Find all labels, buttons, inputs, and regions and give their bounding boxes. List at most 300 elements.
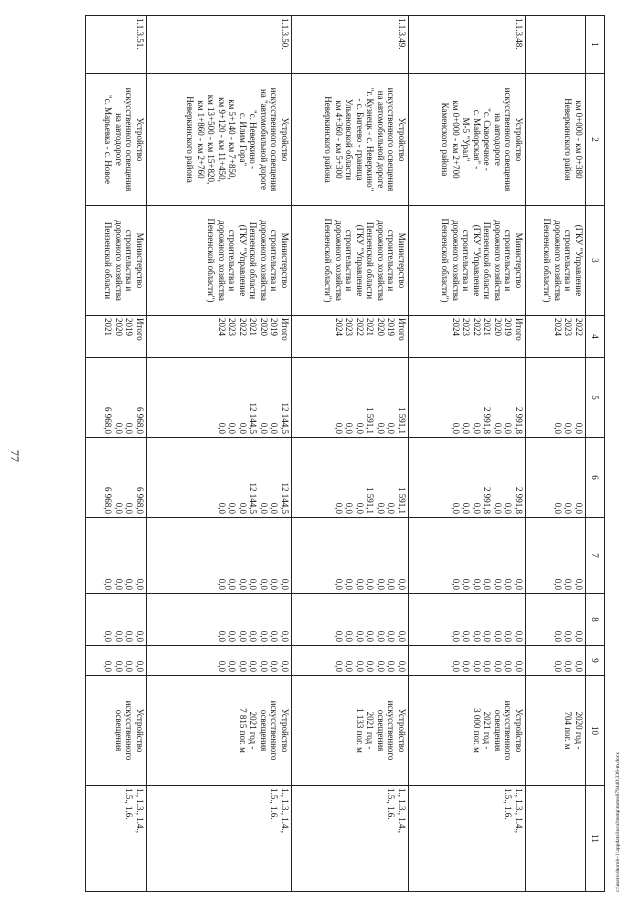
funding-value: 0,0 [258,502,269,514]
funding-value: 0,0 [492,578,503,590]
funding-value: 0,0 [227,578,238,590]
funding-c5 [525,358,585,438]
funding-value: 0,0 [248,630,259,642]
executor-line: (ГКУ "Управление [354,224,365,297]
executor-line: Пензенской области") [206,218,217,303]
executor-line: Министерство [279,232,290,289]
funding-value: 0,0 [471,422,482,434]
measure-name-line: на автодороге [492,113,503,166]
funding-value: 0,0 [248,578,259,590]
measure-name-line: искусственного освещения [124,87,135,192]
year-value: Итого [279,318,290,341]
funding-value: 0,0 [227,660,238,672]
row-number: 1.1.3.51. [86,16,147,74]
executor-line: строительства и [563,229,574,292]
funding-value: 2 991,8 [482,407,493,434]
funding-value: 0,0 [124,422,135,434]
funding-c7 [408,518,525,594]
table-row [146,16,291,892]
funding-value: 0,0 [375,660,386,672]
measure-name-line: "с. Неверкино - [248,109,259,170]
indicator-links [146,786,291,892]
year-value: 2022 [237,318,248,336]
column-header-2: 2 [586,74,605,206]
funding-c5 [408,358,525,438]
funding-value: 0,0 [386,630,397,642]
column-header-11: 11 [586,786,605,892]
expected-result-line: Устройство [279,708,290,753]
table-body [86,16,586,892]
funding-value: 0,0 [461,660,472,672]
funding-value: 0,0 [333,578,344,590]
year-value: 2024 [216,318,227,336]
executor-line: Пензенской области") [542,218,553,303]
funding-c8 [525,594,585,646]
funding-value: 0,0 [574,660,584,672]
row-number: 1.1.3.49. [291,16,408,74]
funding-value: 0,0 [333,422,344,434]
year-value: 2021 [365,318,376,336]
measure-name-line: Устройство [513,117,524,162]
executor-line: дорожного хозяйства [113,220,124,301]
year-value: 2021 [482,318,493,336]
funding-value: 0,0 [134,630,145,642]
funding-value: 0,0 [113,502,124,514]
executor [291,206,408,316]
funding-value: 0,0 [503,502,514,514]
funding-value: 0,0 [344,502,355,514]
table-row [525,16,585,892]
funding-value: 0,0 [503,630,514,642]
funding-value: 0,0 [333,660,344,672]
funding-value: 0,0 [450,502,461,514]
expected-result-line: Устройство [513,708,524,753]
indicator-links [525,786,585,892]
year-value: 2021 [103,318,114,336]
executor-line: дорожного хозяйства [216,220,227,301]
executor-line: Пензенской области [248,221,259,300]
funding-value: 0,0 [513,630,524,642]
funding-c7 [291,518,408,594]
expected-result [525,676,585,786]
funding-c8 [86,594,147,646]
funding-value: 2 991,8 [513,407,524,434]
funding-value: 0,0 [396,630,407,642]
expected-result-line: 7 815 пог. м [237,708,248,753]
funding-value: 0,0 [237,422,248,434]
executor-line: дорожного хозяйства [375,220,386,301]
funding-c7 [525,518,585,594]
measure-name-line: Каменского района [440,102,451,177]
funding-value: 0,0 [344,422,355,434]
funding-value: 0,0 [386,502,397,514]
executor-line: Пензенской области [365,221,376,300]
funding-value: 0,0 [553,660,563,672]
indicator-link-line: 1.5., 1.6. [386,788,397,820]
year-value: 2022 [471,318,482,336]
funding-c6 [291,438,408,518]
year-value: 2024 [553,318,563,336]
expected-result-line: Устройство [396,708,407,753]
row-number: 1.1.3.50. [146,16,291,74]
funding-value: 6 968,0 [134,487,145,514]
funding-value: 0,0 [386,422,397,434]
funding-value: 0,0 [258,422,269,434]
funding-value: 0,0 [216,422,227,434]
header-row [586,16,605,892]
funding-value: 0,0 [386,578,397,590]
funding-c9 [525,646,585,676]
executor-line: Министерство [513,232,524,289]
indicator-links [86,786,147,892]
executor-line: строительства и [124,229,135,292]
expected-result-line: Устройство [134,708,145,753]
rotated-table-container [85,15,605,891]
funding-value: 0,0 [563,630,574,642]
executor-line: дорожного хозяйства [450,220,461,301]
measure-name-line: на автомобильной дороге [375,90,386,189]
measure-name-line: км 0+000 - км 2+700 [450,100,461,179]
column-header-1: 1 [586,16,605,74]
year-value: 2023 [344,318,355,336]
measure-name-line: км 13+500 - км 15+820, [206,94,217,185]
measure-name-line: Устройство [396,117,407,162]
funding-value: 0,0 [237,660,248,672]
funding-value: 0,0 [365,660,376,672]
column-header-7: 7 [586,518,605,594]
column-header-5: 5 [586,358,605,438]
table-row [408,16,525,892]
executor-line: Министерство [396,232,407,289]
funding-c8 [291,594,408,646]
expected-result [146,676,291,786]
funding-c9 [86,646,147,676]
funding-value: 0,0 [269,422,280,434]
funding-c9 [146,646,291,676]
funding-value: 0,0 [103,660,114,672]
funding-value: 0,0 [227,422,238,434]
funding-value: 0,0 [258,578,269,590]
funding-value: 0,0 [471,660,482,672]
funding-value: 6 968,0 [103,407,114,434]
expected-result-line: освещения [113,709,124,752]
expected-result [408,676,525,786]
executor-line: Пензенской области") [323,218,334,303]
executor [408,206,525,316]
measure-name-line: Устройство [279,117,290,162]
funding-value: 0,0 [216,660,227,672]
funding-value: 0,0 [134,660,145,672]
measure-name-line: на автодороге [113,113,124,166]
funding-value: 0,0 [269,578,280,590]
column-header-9: 9 [586,646,605,676]
funding-value: 0,0 [553,578,563,590]
funding-value: 12 144,5 [248,402,259,434]
funding-c6 [146,438,291,518]
funding-value: 0,0 [333,630,344,642]
year-value: 2022 [354,318,365,336]
executor-line: (ГКУ "Управление [237,224,248,297]
funding-value: 1 591,1 [365,407,376,434]
measure-name-line: Неверкинского района [323,96,334,183]
funding-value: 12 144,5 [279,402,290,434]
expected-result-line: 2021 год - [365,711,376,750]
expected-result-line: 1 133 пог. м [354,708,365,753]
measure-name-line: искусственного освещения [386,87,397,192]
measure-name-line: Неверкинского района [185,96,196,183]
funding-value: 0,0 [258,660,269,672]
executor-line: строительства и [344,229,355,292]
funding-value: 0,0 [461,630,472,642]
years [291,316,408,358]
indicator-link-line: 1., 1.3., 1.4., [396,788,407,833]
measure-name-line: "г. Кузнецк - с. Неверкино" [365,87,376,192]
funding-value: 0,0 [279,660,290,672]
funding-value: 0,0 [574,422,584,434]
measure-name-line: км 4+360 - км 5+300 [333,100,344,179]
indicator-link-line: 1.5., 1.6. [503,788,514,820]
row-number [525,16,585,74]
measure-name-line: на "автомобильной дороге [258,88,269,191]
measure-name-line: искусственного освещения [269,87,280,192]
measure-name-line: с. Майорская" - [471,109,482,170]
funding-value: 0,0 [333,502,344,514]
expected-result [86,676,147,786]
measure-name [408,74,525,206]
funding-value: 0,0 [113,422,124,434]
measure-name-line: Ульяновской области [344,98,355,181]
funding-c6 [525,438,585,518]
executor [525,206,585,316]
year-value: 2019 [503,318,514,336]
funding-value: 0,0 [482,578,493,590]
funding-value: 0,0 [450,422,461,434]
executor [86,206,147,316]
funding-value: 0,0 [344,630,355,642]
expected-result-line: 2020 год - [574,711,584,750]
measure-name-line: М-5 "Урал" [461,117,472,162]
table-row [291,16,408,892]
funding-value: 0,0 [375,502,386,514]
funding-value: 0,0 [216,578,227,590]
funding-value: 0,0 [124,578,135,590]
expected-result-line: искусственного [269,700,280,761]
years [408,316,525,358]
expected-result-line: освещения [375,709,386,752]
executor-line: дорожного хозяйства [553,220,563,301]
funding-value: 0,0 [503,660,514,672]
funding-c6 [408,438,525,518]
funding-value: 0,0 [492,502,503,514]
funding-value: 12 144,5 [248,482,259,514]
funding-value: 0,0 [513,660,524,672]
expected-result-line: искусственного [124,700,135,761]
funding-value: 0,0 [513,578,524,590]
funding-value: 0,0 [124,660,135,672]
funding-value: 0,0 [574,502,584,514]
executor-line: строительства и [503,229,514,292]
measure-name-line: Устройство [134,117,145,162]
funding-c9 [291,646,408,676]
funding-value: 0,0 [492,630,503,642]
measure-name-line: - с. Бигеево - граница [354,98,365,181]
executor-line: (ГКУ "Управление [471,224,482,297]
funding-c7 [86,518,147,594]
measure-name-line: км 1+860 - км 2+760 [195,100,206,179]
funding-value: 0,0 [492,660,503,672]
funding-c5 [291,358,408,438]
year-value: 2019 [386,318,397,336]
year-value: 2020 [375,318,386,336]
funding-value: 0,0 [396,578,407,590]
executor-line: строительства и [386,229,397,292]
funding-value: 0,0 [354,502,365,514]
years [86,316,147,358]
funding-value: 0,0 [553,502,563,514]
expected-result [291,676,408,786]
funding-value: 0,0 [113,578,124,590]
page-number: 77 [8,450,22,462]
funding-value: 0,0 [471,630,482,642]
funding-value: 0,0 [269,660,280,672]
executor-line: строительства и [269,229,280,292]
measure-name-line: искусственного освещения [503,87,514,192]
year-value: 2023 [227,318,238,336]
year-value: 2024 [450,318,461,336]
column-header-8: 8 [586,594,605,646]
column-header-3: 3 [586,206,605,316]
funding-value: 0,0 [563,578,574,590]
indicator-link-line: 1., 1.3., 1.4., [279,788,290,833]
executor-line: (ГКУ "Управление [574,224,584,297]
funding-value: 1 591,1 [365,487,376,514]
year-value: 2022 [574,318,584,336]
funding-value: 0,0 [344,660,355,672]
funding-value: 0,0 [574,578,584,590]
funding-c8 [146,594,291,646]
year-value: 2020 [113,318,124,336]
funding-value: 0,0 [227,502,238,514]
executor [146,206,291,316]
year-value: 2019 [269,318,280,336]
program-table [85,15,605,892]
column-header-6: 6 [586,438,605,518]
funding-value: 0,0 [461,502,472,514]
column-header-10: 10 [586,676,605,786]
funding-value: 2 991,8 [482,487,493,514]
year-value: 2024 [333,318,344,336]
funding-c9 [408,646,525,676]
table-row [86,16,147,892]
executor-line: Пензенской области [482,221,493,300]
funding-value: 0,0 [354,660,365,672]
measure-name-line: "с. Марьевка - с. Новое [103,94,114,185]
measure-name-line: км 0+000 - км 0+380 [574,100,584,179]
funding-value: 1 591,1 [396,407,407,434]
funding-value: 0,0 [553,422,563,434]
funding-value: 1 591,1 [396,487,407,514]
indicator-link-line: 1.5., 1.6. [269,788,280,820]
funding-value: 0,0 [354,630,365,642]
funding-value: 0,0 [461,422,472,434]
funding-value: 0,0 [563,660,574,672]
indicator-links [291,786,408,892]
measure-name-line: км 5+140 - км 7+850, [227,99,238,180]
funding-value: 0,0 [563,502,574,514]
year-value: 2023 [461,318,472,336]
funding-value: 0,0 [134,578,145,590]
funding-value: 0,0 [503,578,514,590]
expected-result-line: искусственного [386,700,397,761]
column-header-4: 4 [586,316,605,358]
funding-value: 0,0 [279,630,290,642]
funding-value: 0,0 [471,502,482,514]
measure-name-line: Неверкинского район [563,98,574,181]
funding-value: 0,0 [574,630,584,642]
funding-value: 0,0 [386,660,397,672]
year-value: 2020 [492,318,503,336]
funding-value: 0,0 [492,422,503,434]
funding-value: 6 968,0 [134,407,145,434]
funding-value: 0,0 [450,578,461,590]
measure-name-line: "с. Скворечное - [482,108,493,171]
funding-c6 [86,438,147,518]
funding-value: 0,0 [248,660,259,672]
funding-value: 0,0 [482,630,493,642]
row-number: 1.1.3.48. [408,16,525,74]
funding-value: 6 968,0 [103,487,114,514]
expected-result-line: освещения [492,709,503,752]
funding-value: 0,0 [258,630,269,642]
executor-line: дорожного хозяйства [492,220,503,301]
years [146,316,291,358]
funding-value: 0,0 [563,422,574,434]
funding-value: 0,0 [124,630,135,642]
funding-value: 0,0 [237,502,248,514]
measure-name-line: с. Илим Гора" [237,112,248,167]
executor-line: дорожного хозяйства [258,220,269,301]
funding-value: 0,0 [279,578,290,590]
funding-value: 0,0 [113,630,124,642]
measure-name [525,74,585,206]
measure-name [291,74,408,206]
measure-name-line: км 9+120 - км 11+450, [216,97,227,182]
measure-name [146,74,291,206]
funding-value: 0,0 [461,578,472,590]
year-value: 2019 [124,318,135,336]
funding-value: 0,0 [375,630,386,642]
funding-value: 0,0 [396,660,407,672]
funding-value: 0,0 [269,630,280,642]
funding-value: 0,0 [482,660,493,672]
funding-value: 2 991,8 [513,487,524,514]
year-value: 2020 [258,318,269,336]
expected-result-line: 3 000 пог. м [471,708,482,753]
years [525,316,585,358]
funding-value: 0,0 [113,660,124,672]
funding-value: 0,0 [503,422,514,434]
funding-value: 0,0 [237,578,248,590]
year-value: Итого [396,318,407,341]
executor-line: строительства и [227,229,238,292]
funding-value: 0,0 [354,422,365,434]
funding-value: 0,0 [216,502,227,514]
funding-c5 [146,358,291,438]
year-value: Итого [513,318,524,341]
expected-result-line: 2021 год - [482,711,493,750]
indicator-link-line: 1., 1.3., 1.4., [134,788,145,833]
indicator-links [408,786,525,892]
